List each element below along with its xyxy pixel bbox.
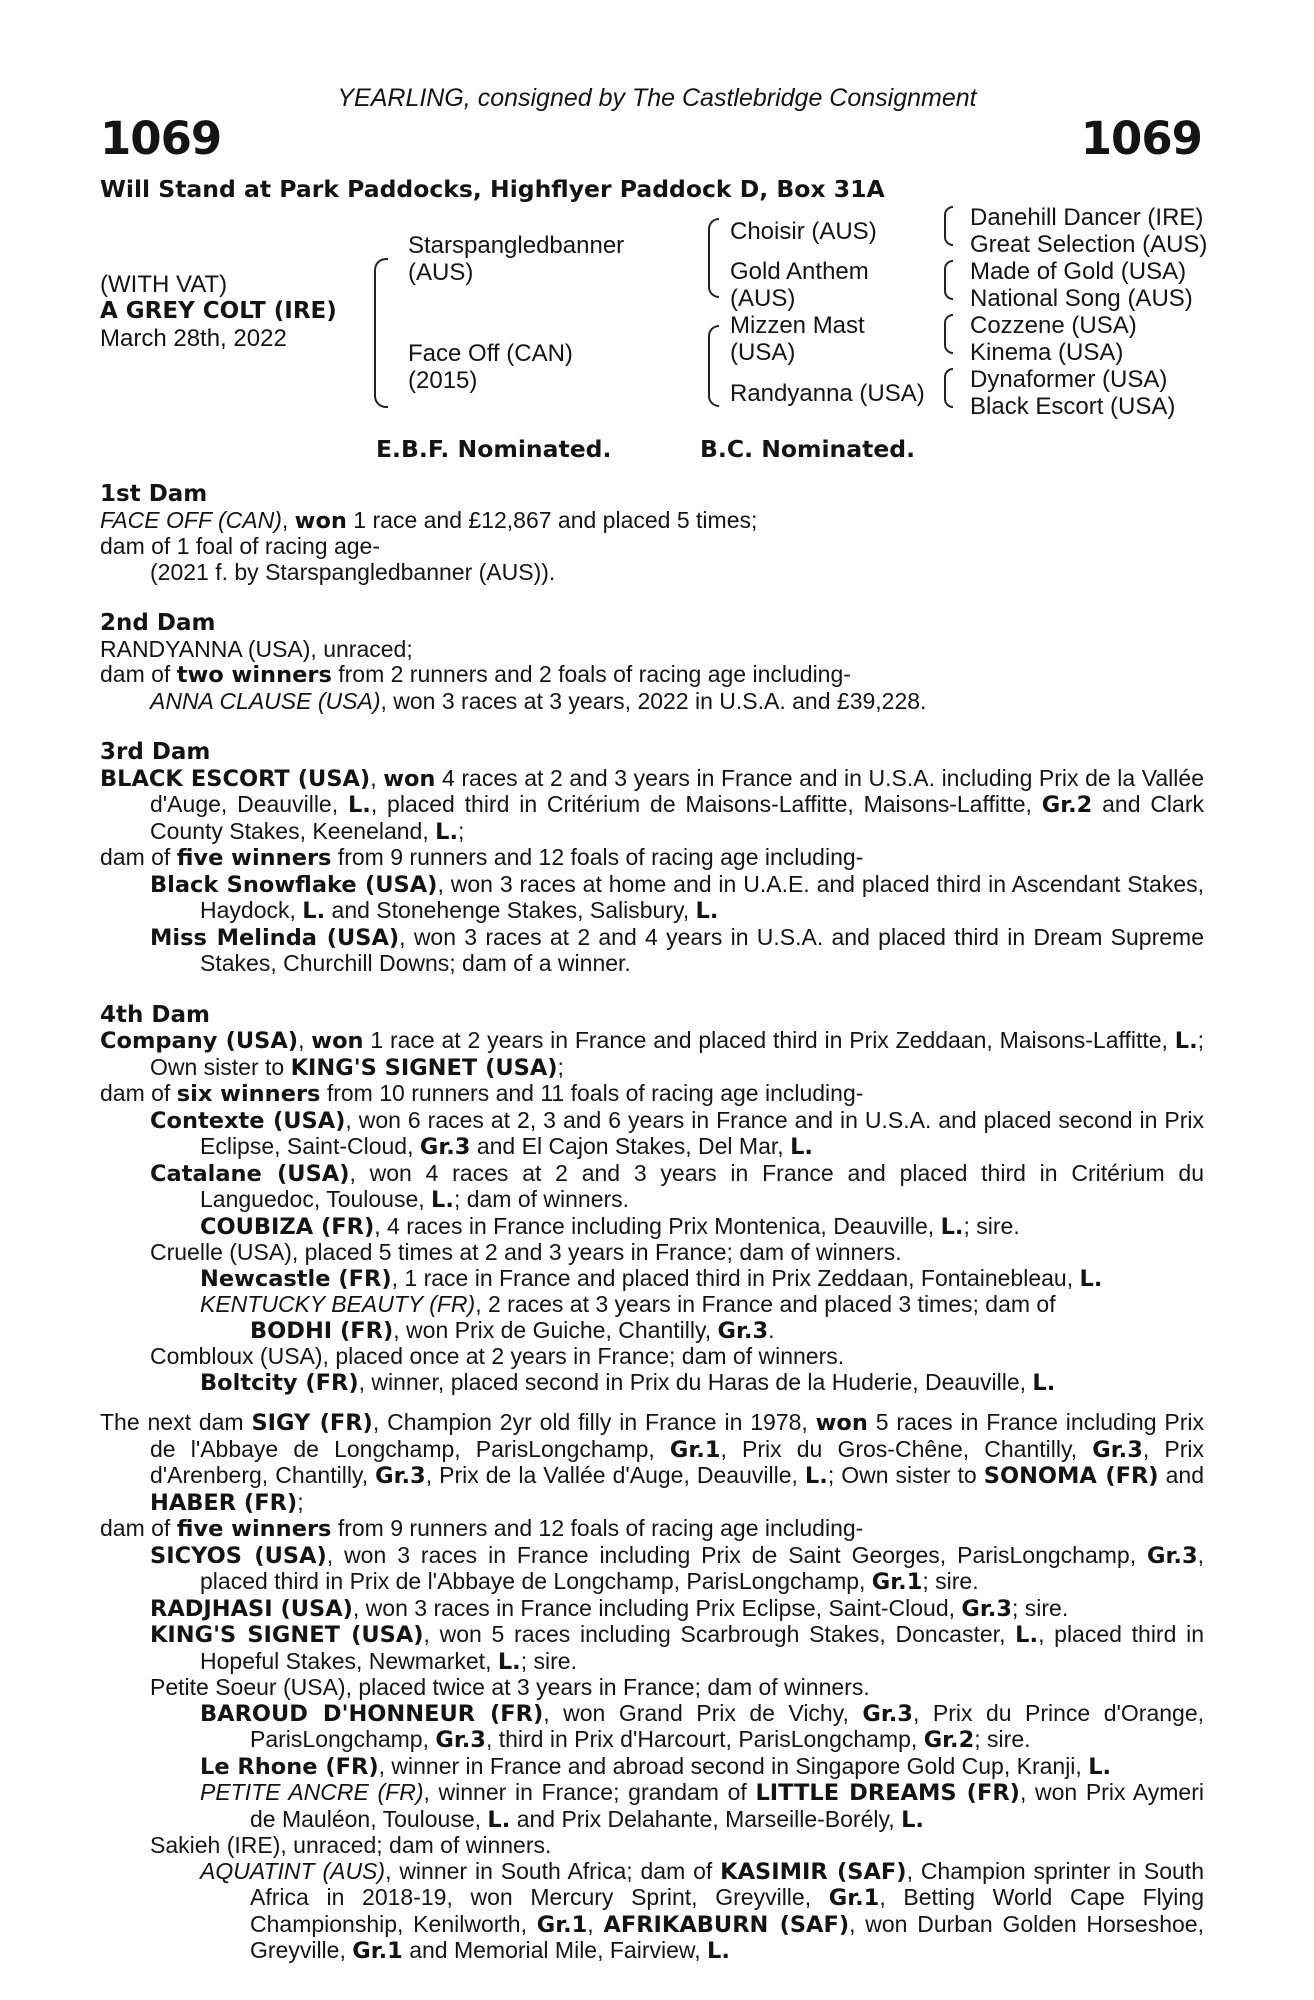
gen4-8: Black Escort (USA) bbox=[970, 393, 1176, 420]
brace-gen4-3 bbox=[944, 314, 953, 354]
family-details: 1st Dam FACE OFF (CAN), won 1 race and £12,867 and placed 5 times; dam of 1 foal of racing age- (2021 f. by Starspangledbanner (AUS)). 2nd Dam RANDYANNA (USA), unraced; dam of two winners from 2 runners and 2 foals of racing age including- ANNA CLAUSE (USA), won 3 races at 3 years, 2022 in U.S.A. and £39,228. 3rd Dam BLACK ESCORT (USA), won 4 races at 2 and 3 years in France and in U.S.A. including Prix de la Vallée d'Auge, Deauville, L., placed third in Critérium de Maisons-Laffitte, Maisons-Laffitte, Gr.2 and Clark County Stakes, Keeneland, L.; dam of five winners from 9 runners and 12 foals of racing age including- Black Snowflake (USA), won 3 races at home and in U.A.E. and placed third in Ascendant Stakes, Haydock, L. and Stonehenge Stakes, Salisbury, L. Miss Melinda (USA), won 3 races at 2 and 4 years in U.S.A. and placed third in Dream Supreme Stakes, Churchill Downs; dam of a winner. 4th Dam Company (USA), won 1 race at 2 years in France and placed third in Prix Zeddaan, Maisons-Laffitte, L.; Own sister to KING'S SIGNET (USA); dam of six winners from 10 runners and 11 foals of racing age including- Contexte (USA), won 6 races at 2, 3 and 6 years in France and in U.S.A. and placed second in Prix Eclipse, Saint-Cloud, Gr.3 and El Cajon Stakes, Del Mar, L. Catalane (USA), won 4 races at 2 and 3 years in France and placed third in Critérium du Languedoc, Toulouse, L.; dam of winners. COUBIZA (FR), 4 races in France including Prix Montenica, Deauville, L.; sire. Cruelle (USA), placed 5 times at 2 and 3 years in France; dam of winners. Newcastle (FR), 1 race in France and placed third in Prix Zeddaan, Fontainebleau, L. KENTUCKY BEAUTY (FR), 2 races at 3 years in France and placed 3 times; dam of BODHI (FR), won Prix de Guiche, Chantilly, Gr.3. Combloux (USA), placed once at 2 years in France; dam of winners. Boltcity (FR), winner, placed second in Prix du Haras de la Huderie, Deauville, L. The next dam SIGY (FR), Champion 2yr old filly in France in 1978, won 5 races in France including Prix de l'Abbaye de Longchamp, ParisLongchamp, Gr.1, Prix du Gros-Chêne, Chantilly, Gr.3, Prix d'Arenberg, Chantilly, Gr.3, Prix de la Vallée d'Auge, Deauville, L.; Own sister to SONOMA (FR) and HABER (FR); dam of five winners from 9 runners and 12 foals of racing age including- SICYOS (USA), won 3 races in France including Prix de Saint Georges, ParisLongchamp, Gr.3, placed third in Prix de l'Abbaye de Longchamp, ParisLongchamp, Gr.1; sire. RADJHASI (USA), won 3 races in France including Prix Eclipse, Saint-Cloud, Gr.3; sire. KING'S SIGNET (USA), won 5 races including Scarbrough Stakes, Doncaster, L., placed third in Hopeful Stakes, Newmarket, L.; sire. Petite Soeur (USA), placed twice at 3 years in France; dam of winners. BAROUD D'HONNEUR (FR), won Grand Prix de Vichy, Gr.3, Prix du Prince d'Orange, ParisLongchamp, Gr.3, third in Prix d'Harcourt, ParisLongchamp, Gr.2; sire. Le Rhone (FR), winner in France and abroad second in Singapore Gold Cup, Kranji, L. PETITE ANCRE (FR), winner in France; grandam of LITTLE DREAMS (FR), won Prix Aymeri de Mauléon, Toulouse, L. and Prix Delahante, Marseille-Borély, L. Sakieh (IRE), unraced; dam of winners. AQUATINT (AUS), winner in South Africa; dam of KASIMIR (SAF), Champion sprinter in South Africa in 2018-19, won Mercury Sprint, Greyville, Gr.1, Betting World Cape Flying Championship, Kenilworth, Gr.1, AFRIKABURN (SAF), won Durban Golden Horseshoe, Greyville, Gr.1 and Memorial Mile, Fairview, L. bbox=[100, 481, 1205, 1964]
fourth-dam-heading: 4th Dam bbox=[100, 1001, 210, 1028]
lot-number-left: 1069 bbox=[100, 112, 222, 165]
second-dam-text: RANDYANNA (USA), unraced; bbox=[100, 635, 413, 662]
subject-name: A GREY COLT (IRE) bbox=[100, 298, 337, 324]
brace-sire bbox=[708, 218, 719, 298]
gen4-3: Made of Gold (USA) bbox=[970, 258, 1187, 285]
brace-gen4-1 bbox=[944, 206, 953, 246]
gen3-sd-line1: Gold Anthem bbox=[730, 258, 869, 285]
next-dam-produce-4: Petite Soeur (USA), placed twice at 3 years in France; dam of winners. bbox=[150, 1674, 870, 1700]
ebf-nominated: E.B.F. Nominated. bbox=[376, 435, 612, 463]
gen4-5: Cozzene (USA) bbox=[970, 312, 1137, 339]
next-dam-produce-3: KING'S SIGNET (USA), won 5 races including Scarbrough Stakes, Doncaster, L., placed third in Hopeful Stakes, Newmarket, L.; sire. bbox=[150, 1621, 1204, 1675]
bc-nominated: B.C. Nominated. bbox=[700, 435, 916, 463]
next-dam-text: The next dam SIGY (FR), Champion 2yr old filly in France in 1978, won 5 races in France including Prix de l'Abbaye de Longchamp, ParisLongchamp, Gr.1, Prix du Gros-Chêne, Chantilly, Gr.3, Prix d'Arenberg, Chantilly, Gr.3, Prix de la Vallée d'Auge, Deauville, L.; Own sister to SONOMA (FR) and HABER (FR); bbox=[100, 1409, 1204, 1516]
subject-vat: (WITH VAT) bbox=[100, 271, 228, 298]
lot-number-right: 1069 bbox=[1080, 112, 1202, 165]
dam-line1: Face Off (CAN) bbox=[408, 340, 573, 367]
second-dam-produce: ANNA CLAUSE (USA), won 3 races at 3 years, 2022 in U.S.A. and £39,228. bbox=[150, 687, 927, 714]
second-dam-heading: 2nd Dam bbox=[100, 610, 216, 636]
next-dam-produce-1: SICYOS (USA), won 3 races in France including Prix de Saint Georges, ParisLongchamp, Gr.3, placed third in Prix de l'Abbaye de Longchamp, ParisLongchamp, Gr.1; sire. bbox=[150, 1541, 1204, 1595]
first-dam-produce: (2021 f. by Starspangledbanner (AUS)). bbox=[150, 558, 556, 585]
subject-foaled: March 28th, 2022 bbox=[100, 325, 287, 352]
gen4-6: Kinema (USA) bbox=[970, 339, 1124, 366]
brace-subject bbox=[374, 258, 388, 408]
first-dam-heading: 1st Dam bbox=[100, 481, 208, 507]
fourth-dam-produce-3: Cruelle (USA), placed 5 times at 2 and 3 years in France; dam of winners. bbox=[150, 1239, 902, 1265]
first-dam-text: FACE OFF (CAN), won 1 race and £12,867 and placed 5 times; bbox=[100, 506, 758, 534]
third-dam-heading: 3rd Dam bbox=[100, 739, 211, 765]
sire-line1: Starspangledbanner bbox=[408, 232, 625, 259]
next-dam-produce-2: RADJHASI (USA), won 3 races in France including Prix Eclipse, Saint-Cloud, Gr.3; sire. bbox=[150, 1594, 1069, 1622]
gen3-ss: Choisir (AUS) bbox=[730, 218, 877, 245]
fourth-dam-produce-1: Contexte (USA), won 6 races at 2, 3 and 6 years in France and in U.S.A. and placed second in Prix Eclipse, Saint-Cloud, Gr.3 and El Cajon Stakes, Del Mar, L. bbox=[150, 1106, 1204, 1160]
gen3-ds-line1: Mizzen Mast bbox=[730, 312, 865, 339]
dam-line2: (2015) bbox=[408, 367, 478, 394]
gen3-dd: Randyanna (USA) bbox=[730, 380, 925, 407]
consignment-header: YEARLING, consigned by The Castlebridge Consignment bbox=[337, 84, 977, 112]
brace-gen4-2 bbox=[944, 260, 953, 300]
fourth-dam-produce-2: Catalane (USA), won 4 races at 2 and 3 years in France and placed third in Critérium du Languedoc, Toulouse, L.; dam of winners. bbox=[150, 1159, 1204, 1213]
next-dam-produce-5: Sakieh (IRE), unraced; dam of winners. bbox=[150, 1832, 552, 1858]
third-dam-produce-1: Black Snowflake (USA), won 3 races at home and in U.A.E. and placed third in Ascendant Stakes, Haydock, L. and Stonehenge Stakes, Salisbury, L. bbox=[150, 870, 1204, 924]
third-dam-produce-2: Miss Melinda (USA), won 3 races at 2 and 4 years in U.S.A. and placed third in Dream Supreme Stakes, Churchill Downs; dam of a winner. bbox=[150, 923, 1205, 976]
gen4-4: National Song (AUS) bbox=[970, 285, 1193, 312]
fourth-dam-produce-4: Combloux (USA), placed once at 2 years in France; dam of winners. bbox=[150, 1343, 845, 1369]
fourth-dam-text: Company (USA), won 1 race at 2 years in France and placed third in Prix Zeddaan, Maisons-Laffitte, L.; Own sister to KING'S SIGNET (USA); bbox=[100, 1027, 1205, 1081]
gen4-1: Danehill Dancer (IRE) bbox=[970, 204, 1204, 231]
gen3-sd-line2: (AUS) bbox=[730, 285, 796, 312]
gen4-7: Dynaformer (USA) bbox=[970, 366, 1168, 393]
brace-gen4-4 bbox=[944, 368, 953, 408]
gen4-2: Great Selection (AUS) bbox=[970, 231, 1208, 258]
gen3-ds-line2: (USA) bbox=[730, 339, 796, 366]
sire-line2: (AUS) bbox=[408, 259, 474, 286]
brace-dam bbox=[708, 325, 719, 407]
third-dam-text: BLACK ESCORT (USA), won 4 races at 2 and 3 years in France and in U.S.A. including Prix de la Vallée d'Auge, Deauville, L., placed third in Critérium de Maisons-Laffitte, Maisons-Laffitte, Gr.2 and Clark County Stakes, Keeneland, L.; bbox=[100, 764, 1204, 845]
stand-location: Will Stand at Park Paddocks, Highflyer Paddock D, Box 31A bbox=[100, 175, 885, 203]
